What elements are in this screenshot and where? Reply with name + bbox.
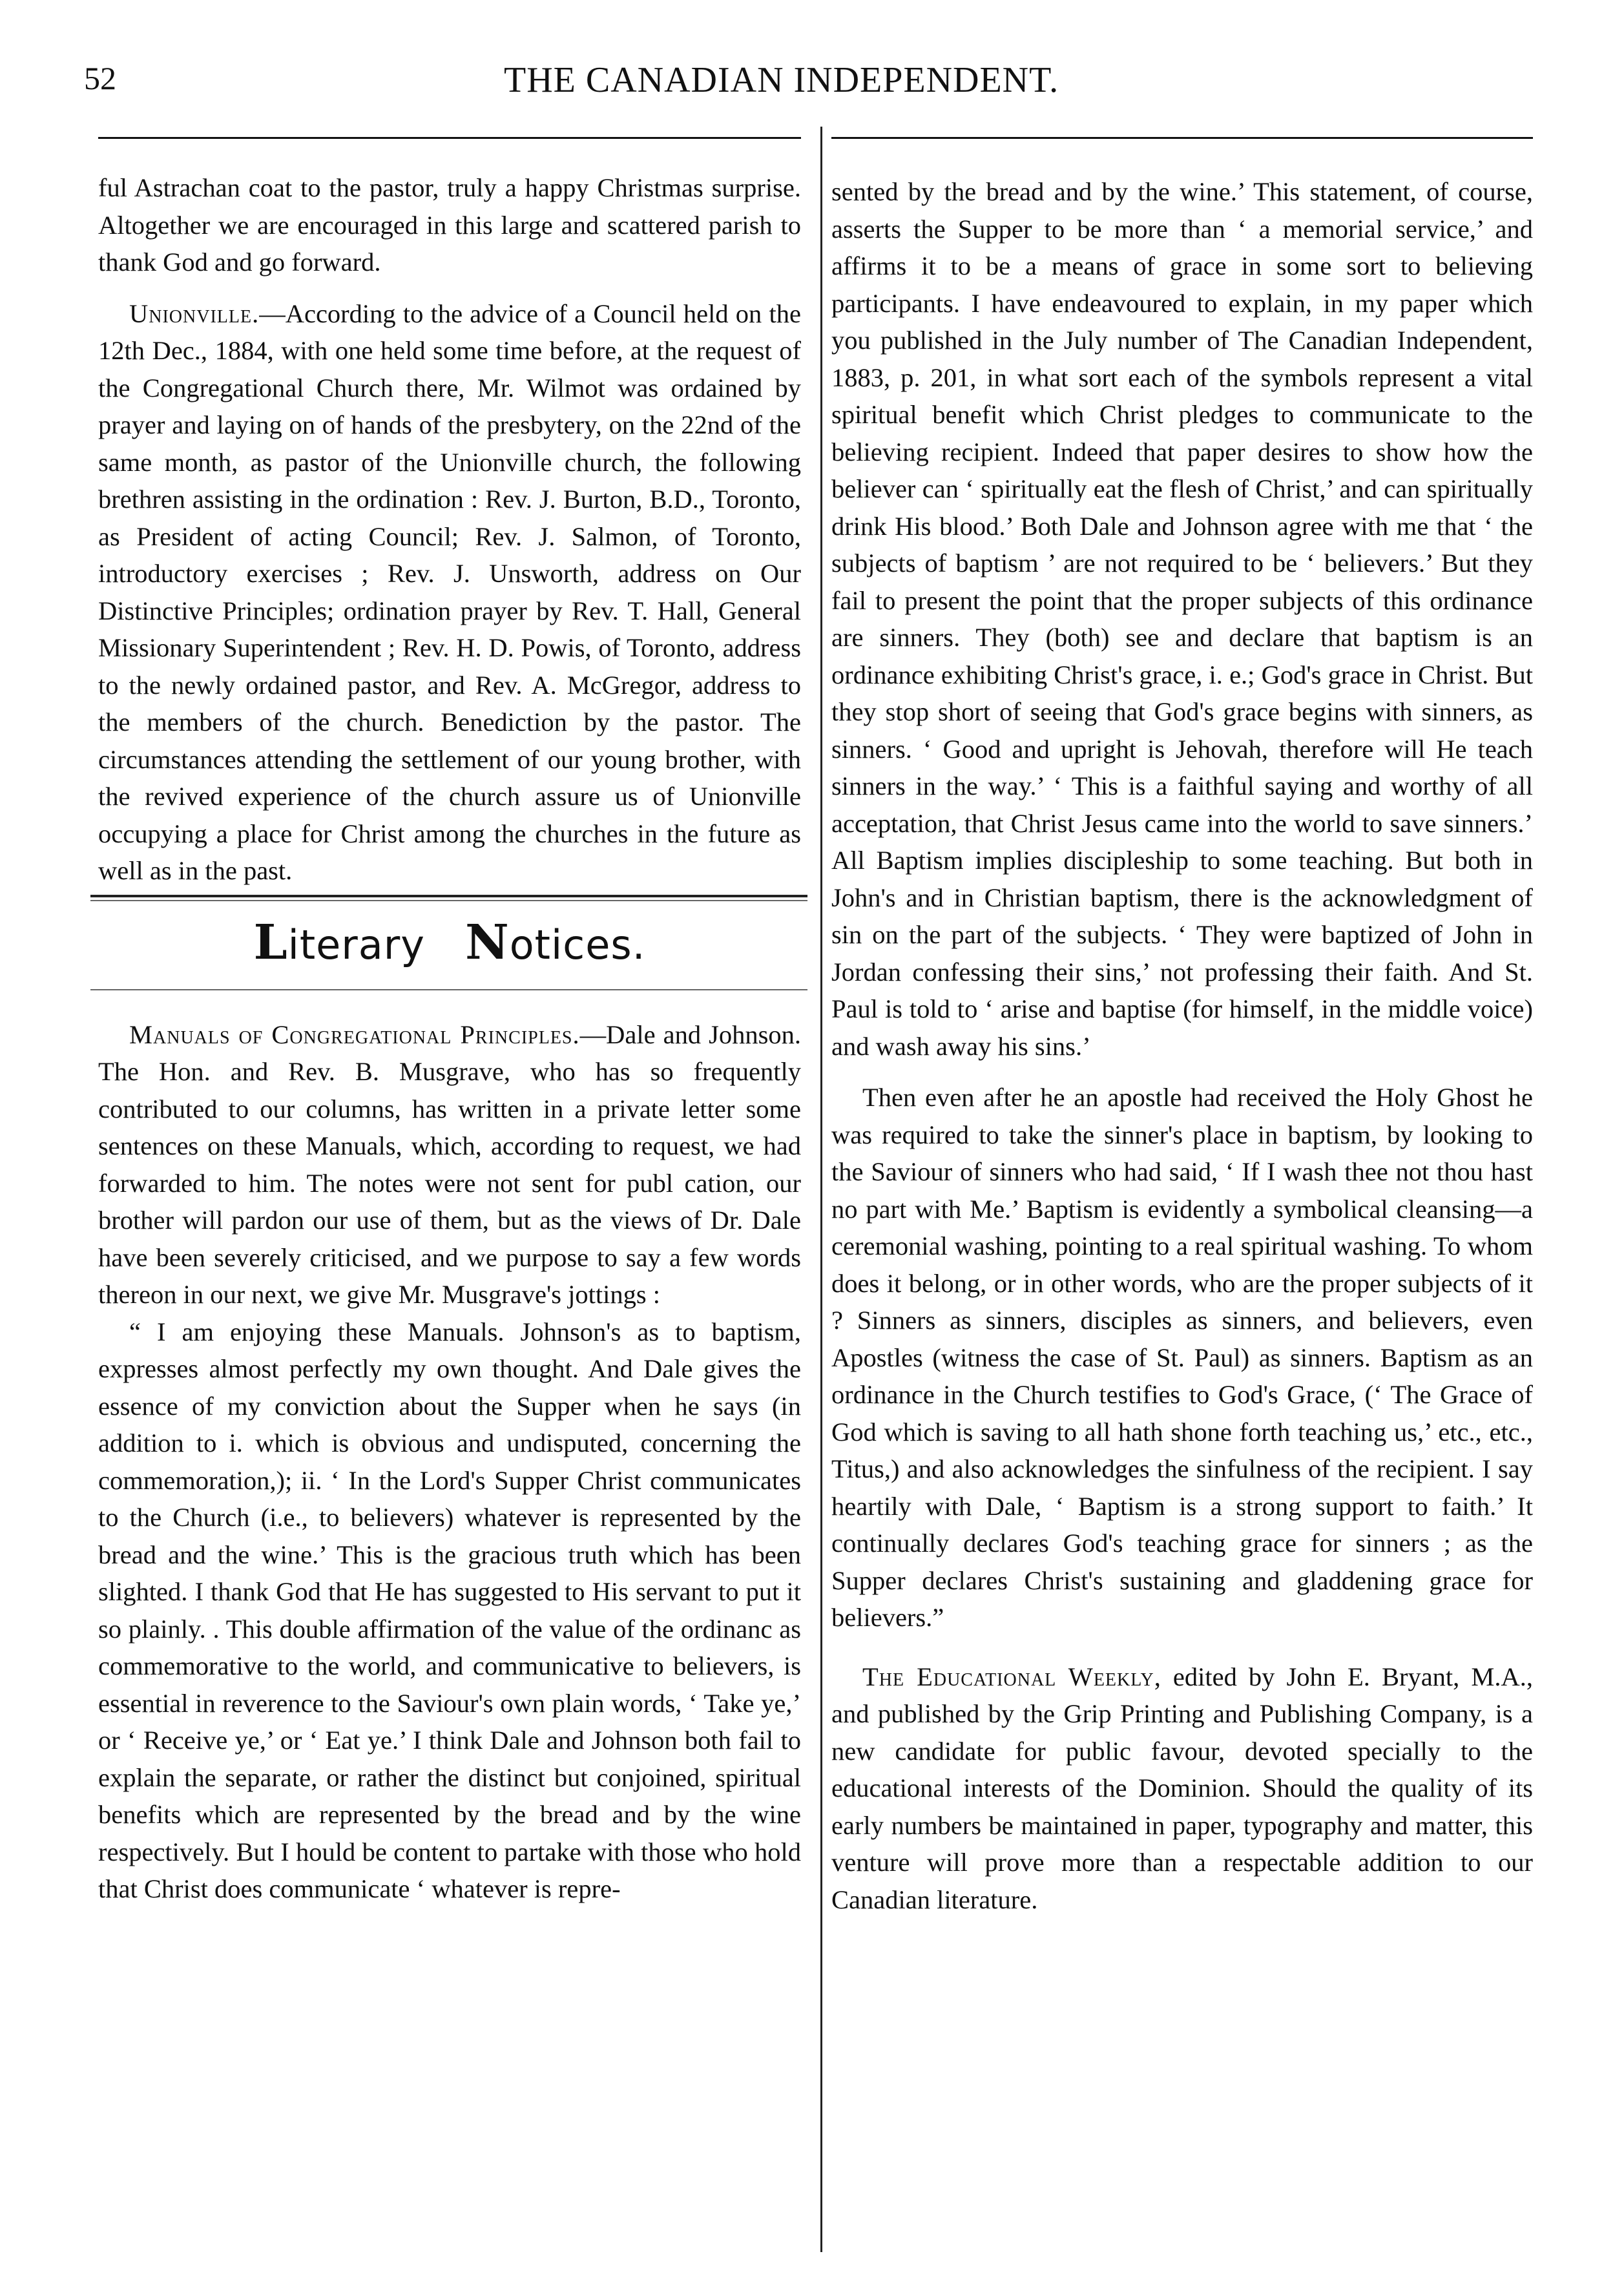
paragraph-educational-weekly bbox=[831, 1658, 1533, 1919]
section-rule-top bbox=[90, 895, 807, 897]
page-header bbox=[84, 59, 1540, 118]
header-rule-left bbox=[98, 137, 801, 139]
page-number: 52 bbox=[84, 60, 116, 96]
left-column bbox=[98, 169, 801, 1908]
right-column bbox=[831, 173, 1533, 1918]
column-divider bbox=[820, 127, 822, 2252]
title-initial-l: L bbox=[253, 914, 288, 970]
manuals-lead: Manuals of Congregational Principles. bbox=[129, 1019, 580, 1049]
paragraph-unionville bbox=[98, 295, 801, 890]
title-word-iterary: iterary bbox=[287, 921, 425, 968]
section-rule-bottom bbox=[90, 989, 807, 990]
title-initial-n: N bbox=[465, 914, 510, 970]
title-word-otices: otices. bbox=[509, 921, 646, 968]
educational-weekly-lead: The Educational Weekly, bbox=[862, 1662, 1161, 1691]
educational-weekly-body: edited by John E. Bryant, M.A., and published by the Grip Printing and Publishing Company, is a new candidate for public favour, devoted specially to the educational interests of the Dominion. Should the quality of its early numbers be maintained in paper, typography and matter, this venture will prove more than a respectable addition to our Canadian literature. bbox=[831, 1662, 1533, 1914]
paragraph-supper-statement: sented by the bread and by the wine.’ This statement, of course, asserts the Supper to be more than ‘ a memorial service,’ and affirms it to be a means of grace in some sort to believing participants. I have endeavoured to explain, in my paper which you published in the July number of The Canadian Independent, 1883, p. 201, in what sort each of the symbols represent a vital spiritual benefit which Christ pledges to communicate to the believing recipient. Indeed that paper desires to show how the believer can ‘ spiritually eat the flesh of Christ,’ and can spiritually drink His blood.’ Both Dale and Johnson agree with me that ‘ the subjects of baptism ’ are not required to be ‘ believers.’ But they fail to present the point that the proper subjects of this ordinance are sinners. They (both) see and declare that baptism is an ordinance exhibiting Christ's grace, i. e.; God's grace in Christ. But they stop short of seeing that God's grace begins with sinners, as sinners. ‘ Good and upright is Jehovah, therefore will He teach sinners in the way.’ ‘ This is a faithful saying and worthy of all acceptation, that Christ Jesus came into the world to save sinners.’ All Baptism implies discipleship to some teaching. But both in John's and in Christian baptism, there is the acknowledgment of sin on the part of the subjects. ‘ They were baptized of John in Jordan confessing their sins,’ not professing their faith. And St. Paul is told to ‘ arise and baptise (for himself, in the middle voice) and wash away his sins.’ bbox=[831, 177, 1533, 1061]
paragraph-manuals bbox=[98, 1016, 801, 1313]
paragraph-musgrave-letter: “ I am enjoying these Manuals. Johnson's as to baptism, expresses almost perfectly my own thought. And Dale gives the essence of my conviction about the Supper when he says (in addition to i. which is obvious and undisputed, concerning the commemoration,); ii. ‘ In the Lord's Supper Christ communicates to the Church (i.e., to believers) whatever is represented by the bread and the wine.’ This is the gracious truth which has been slighted. I thank God that He has suggested to His servant to put it so plainly. . This double affirmation of the value of the ordinanc as commemorative to the world, and communicative to believers, is essential in reverence to the Saviour's own plain words, ‘ Take ye,’ or ‘ Receive ye,’ or ‘ Eat ye.’ I think Dale and Johnson both fail to explain the separate, or rather the distinct but conjoined, spiritual benefits which are represented by the bread and by the wine respectively. But I hould be content to partake with those who hold that Christ does communicate ‘ whatever is repre- bbox=[98, 1317, 801, 1903]
header-rule-right bbox=[831, 137, 1533, 139]
unionville-body: —According to the advice of a Council held on the 12th Dec., 1884, with one held some time before, at the request of the Congregational Church there, Mr. Wilmot was ordained by prayer and laying on of hands of the presbytery, on the 22nd of the same month, as pastor of the Unionville church, the following brethren assisting in the ordination : Rev. J. Burton, B.D., Toronto, as President of acting Council; Rev. J. Salmon, of Toronto, introductory exercises ; Rev. J. Unsworth, address on Our Distinctive Principles; ordination prayer by Rev. T. Hall, General Missionary Superintendent ; Rev. H. D. Powis, of Toronto, address to the newly ordained pastor, and Rev. A. McGregor, address to the members of the church. Benediction by the pastor. The circumstances attending the settlement of our young brother, with the revived experience of the church assure us of Unionville occupying a place for Christ among the churches in the future as well as in the past. bbox=[98, 298, 801, 885]
manuals-body: —Dale and Johnson. The Hon. and Rev. B. Musgrave, who has so frequently contributed to our columns, has written in a private letter some sentences on these Manuals, which, according to request, we had forwarded to him. The notes were not sent for publ cation, our brother will pardon our use of them, but as the views of Dr. Dale have been severely criticised, and we purpose to say a few words thereon in our next, we give Mr. Musgrave's jottings : bbox=[98, 1019, 802, 1309]
section-title-literary-notices bbox=[98, 910, 801, 980]
running-title: THE CANADIAN INDEPENDENT. bbox=[504, 60, 1059, 100]
paragraph-baptism: Then even after he an apostle had received the Holy Ghost he was required to take the sinner's place in baptism, by looking to the Saviour of sinners who had said, ‘ If I wash thee not thou hast no part with Me.’ Baptism is evidently a symbolical cleansing—a ceremonial washing, pointing to a real spiritual washing. To whom does it belong, or in other words, who are the proper subjects of it ? Sinners as sinners, disciples as sinners, and believers, even Apostles (witness the case of St. Paul) as sinners. Baptism as an ordinance in the Church testifies to God's Grace, (‘ The Grace of God which is saving to all hath shone forth teaching us,’ etc., etc., Titus,) and also acknowledges the sinfulness of the recipient. I say heartily with Dale, ‘ Baptism is a strong support to faith.’ It continually declares God's teaching grace for sinners ; as the Supper declares Christ's sustaining and gladdening grace for believers.” bbox=[831, 1083, 1533, 1632]
section-rule-top-thin bbox=[90, 900, 807, 901]
unionville-lead: Unionville. bbox=[129, 298, 260, 328]
paragraph-christmas-surprise: ful Astrachan coat to the pastor, truly a happy Christmas surprise. Altogether we are encouraged in this large and scattered parish to thank God and go forward. bbox=[98, 173, 801, 277]
